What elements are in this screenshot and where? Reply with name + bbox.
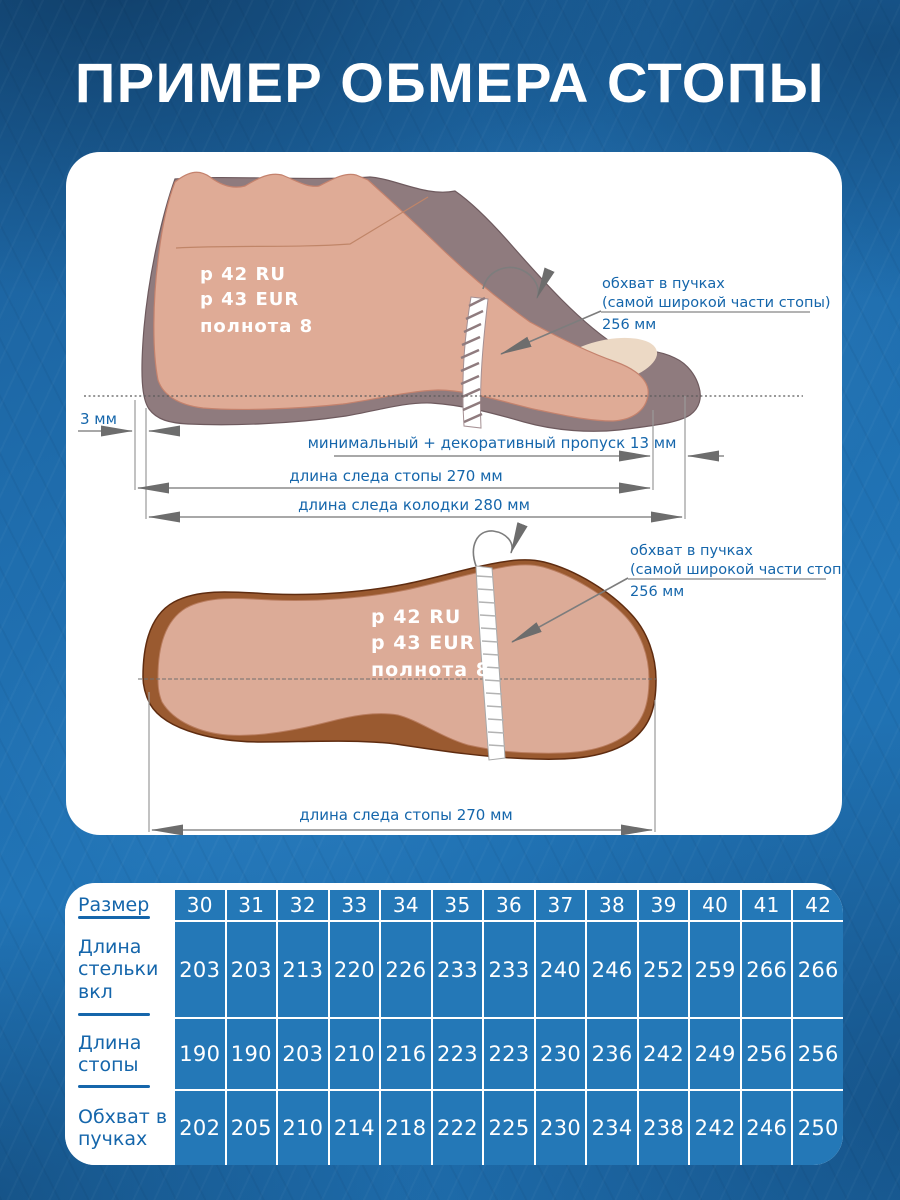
diagram-card xyxy=(66,152,842,835)
insole-cell: 203 xyxy=(227,922,277,1017)
girth-label-line1: обхват в пучках xyxy=(630,543,753,559)
foot-length-cell: 223 xyxy=(433,1019,483,1089)
girth-cell: 202 xyxy=(175,1091,225,1165)
size-cell: 38 xyxy=(587,890,637,920)
insole-cell: 252 xyxy=(639,922,689,1017)
size-ru-label: р 42 RU xyxy=(200,264,286,285)
size-cell: 39 xyxy=(639,890,689,920)
girth-cell: 210 xyxy=(278,1091,328,1165)
insole-cell: 226 xyxy=(381,922,431,1017)
size-cell: 33 xyxy=(330,890,380,920)
size-cell: 42 xyxy=(793,890,843,920)
size-cell: 35 xyxy=(433,890,483,920)
girth-label-line1: обхват в пучках xyxy=(602,276,725,292)
insole-cell: 213 xyxy=(278,922,328,1017)
size-cell: 34 xyxy=(381,890,431,920)
fullness-label: полнота 8 xyxy=(200,316,314,337)
insole-cell: 259 xyxy=(690,922,740,1017)
girth-value: 256 мм xyxy=(630,584,685,600)
girth-cell: 214 xyxy=(330,1091,380,1165)
heel-gap-label: 3 мм xyxy=(80,410,117,428)
foot-trace-label: длина следа стопы 270 мм xyxy=(299,806,513,824)
girth-cell: 218 xyxy=(381,1091,431,1165)
foot-length-cell: 223 xyxy=(484,1019,534,1089)
girth-label-line2: (самой широкой части стопы) xyxy=(630,562,842,578)
size-cell: 32 xyxy=(278,890,328,920)
insole-cell: 233 xyxy=(433,922,483,1017)
row-label-foot-length: Длина стопы xyxy=(65,1019,173,1089)
foot-length-cell: 190 xyxy=(227,1019,277,1089)
size-cell: 41 xyxy=(742,890,792,920)
foot-length-cell: 256 xyxy=(742,1019,792,1089)
insole-cell: 203 xyxy=(175,922,225,1017)
foot-length-cell: 236 xyxy=(587,1019,637,1089)
girth-cell: 205 xyxy=(227,1091,277,1165)
girth-cell: 238 xyxy=(639,1091,689,1165)
girth-cell: 234 xyxy=(587,1091,637,1165)
size-cell: 40 xyxy=(690,890,740,920)
foot-length-cell: 230 xyxy=(536,1019,586,1089)
girth-cell: 250 xyxy=(793,1091,843,1165)
girth-value: 256 мм xyxy=(602,317,657,333)
size-eur-label: р 43 EUR xyxy=(371,632,476,654)
insole-cell: 240 xyxy=(536,922,586,1017)
row-label-insole-length: Длина стельки вкл xyxy=(65,922,173,1017)
foot-length-cell: 203 xyxy=(278,1019,328,1089)
fullness-label: полнота 8 xyxy=(371,659,490,681)
size-cell: 30 xyxy=(175,890,225,920)
side-view-diagram xyxy=(78,172,831,519)
girth-cell: 225 xyxy=(484,1091,534,1165)
row-label-size: Размер xyxy=(65,890,173,920)
foot-length-cell: 242 xyxy=(639,1019,689,1089)
girth-label-line2: (самой широкой части стопы) xyxy=(602,295,831,311)
foot-trace-label: длина следа стопы 270 мм xyxy=(289,467,503,485)
allowance-label: минимальный + декоративный пропуск 13 мм xyxy=(307,434,677,452)
insole-cell: 246 xyxy=(587,922,637,1017)
insole-cell: 220 xyxy=(330,922,380,1017)
girth-cell: 246 xyxy=(742,1091,792,1165)
foot-measurement-diagram xyxy=(66,152,842,835)
insole-cell: 266 xyxy=(793,922,843,1017)
row-label-ball-girth: Обхват в пучках xyxy=(65,1091,173,1165)
insole-cell: 233 xyxy=(484,922,534,1017)
page-title: ПРИМЕР ОБМЕРА СТОПЫ xyxy=(75,51,825,114)
size-ru-label: р 42 RU xyxy=(371,606,462,628)
last-trace-label: длина следа колодки 280 мм xyxy=(298,496,530,514)
girth-cell: 230 xyxy=(536,1091,586,1165)
size-cell: 36 xyxy=(484,890,534,920)
foot-length-cell: 249 xyxy=(690,1019,740,1089)
foot-length-cell: 256 xyxy=(793,1019,843,1089)
foot-length-cell: 190 xyxy=(175,1019,225,1089)
insole-cell: 266 xyxy=(742,922,792,1017)
girth-cell: 242 xyxy=(690,1091,740,1165)
sole-view-diagram xyxy=(138,531,842,832)
size-cell: 37 xyxy=(536,890,586,920)
girth-cell: 222 xyxy=(433,1091,483,1165)
size-eur-label: р 43 EUR xyxy=(200,289,300,310)
size-cell: 31 xyxy=(227,890,277,920)
foot-length-cell: 210 xyxy=(330,1019,380,1089)
foot-length-cell: 216 xyxy=(381,1019,431,1089)
size-table xyxy=(65,883,843,1165)
